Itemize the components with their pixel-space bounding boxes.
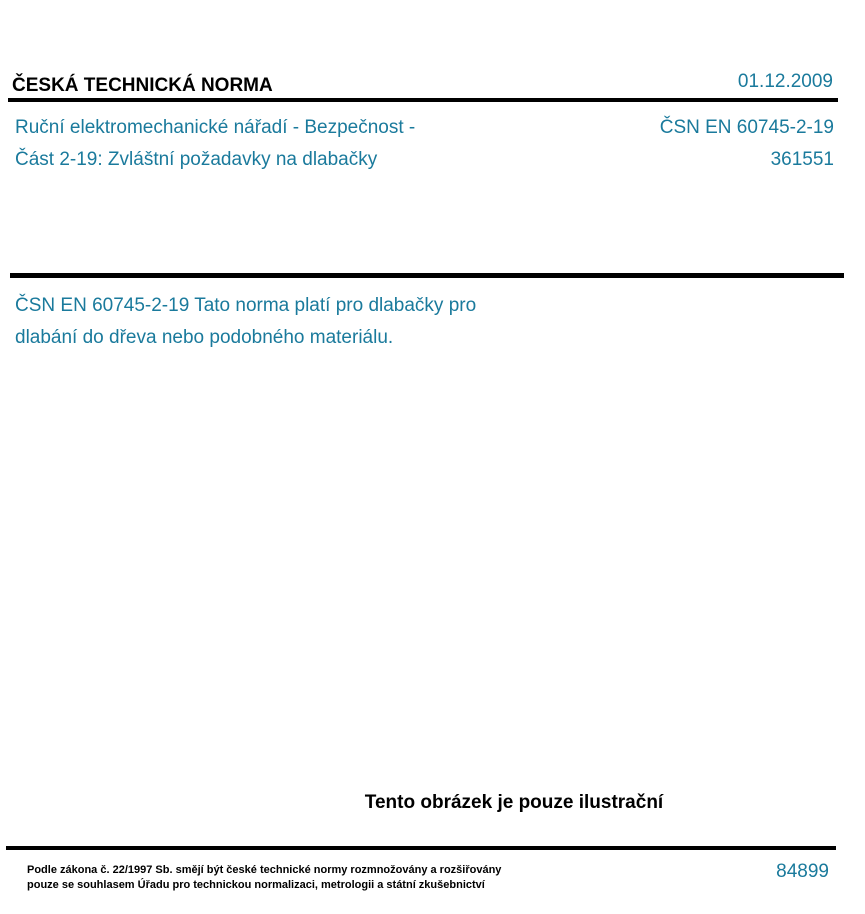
- catalog-number: 361551: [770, 149, 834, 170]
- top-divider: [8, 98, 838, 102]
- legal-line-2: pouze se souhlasem Úřadu pro technickou normalizaci, metrologii a státní zkušebnictví: [27, 879, 485, 891]
- issue-date: 01.12.2009: [737, 71, 833, 92]
- norma-header: ČESKÁ TECHNICKÁ NORMA: [12, 75, 273, 96]
- illustration-note: Tento obrázek je pouze ilustrační: [364, 792, 664, 813]
- bottom-divider: [6, 846, 836, 850]
- title-line-2: Část 2-19: Zvláštní požadavky na dlabačky: [15, 149, 378, 170]
- summary-line-2: dlabání do dřeva nebo podobného materiálu.: [15, 327, 394, 348]
- standard-code: ČSN EN 60745-2-19: [659, 117, 834, 138]
- legal-line-1: Podle zákona č. 22/1997 Sb. smějí být české technické normy rozmnožovány a rozšiřovány: [27, 864, 502, 876]
- document-id: 84899: [776, 861, 829, 882]
- legal-notice: [27, 863, 501, 893]
- middle-divider: [10, 273, 844, 278]
- title-line-1: Ruční elektromechanické nářadí - Bezpečnost -: [15, 117, 416, 138]
- summary-text: [15, 290, 575, 354]
- summary-line-1: ČSN EN 60745-2-19 Tato norma platí pro dlabačky pro: [15, 295, 477, 316]
